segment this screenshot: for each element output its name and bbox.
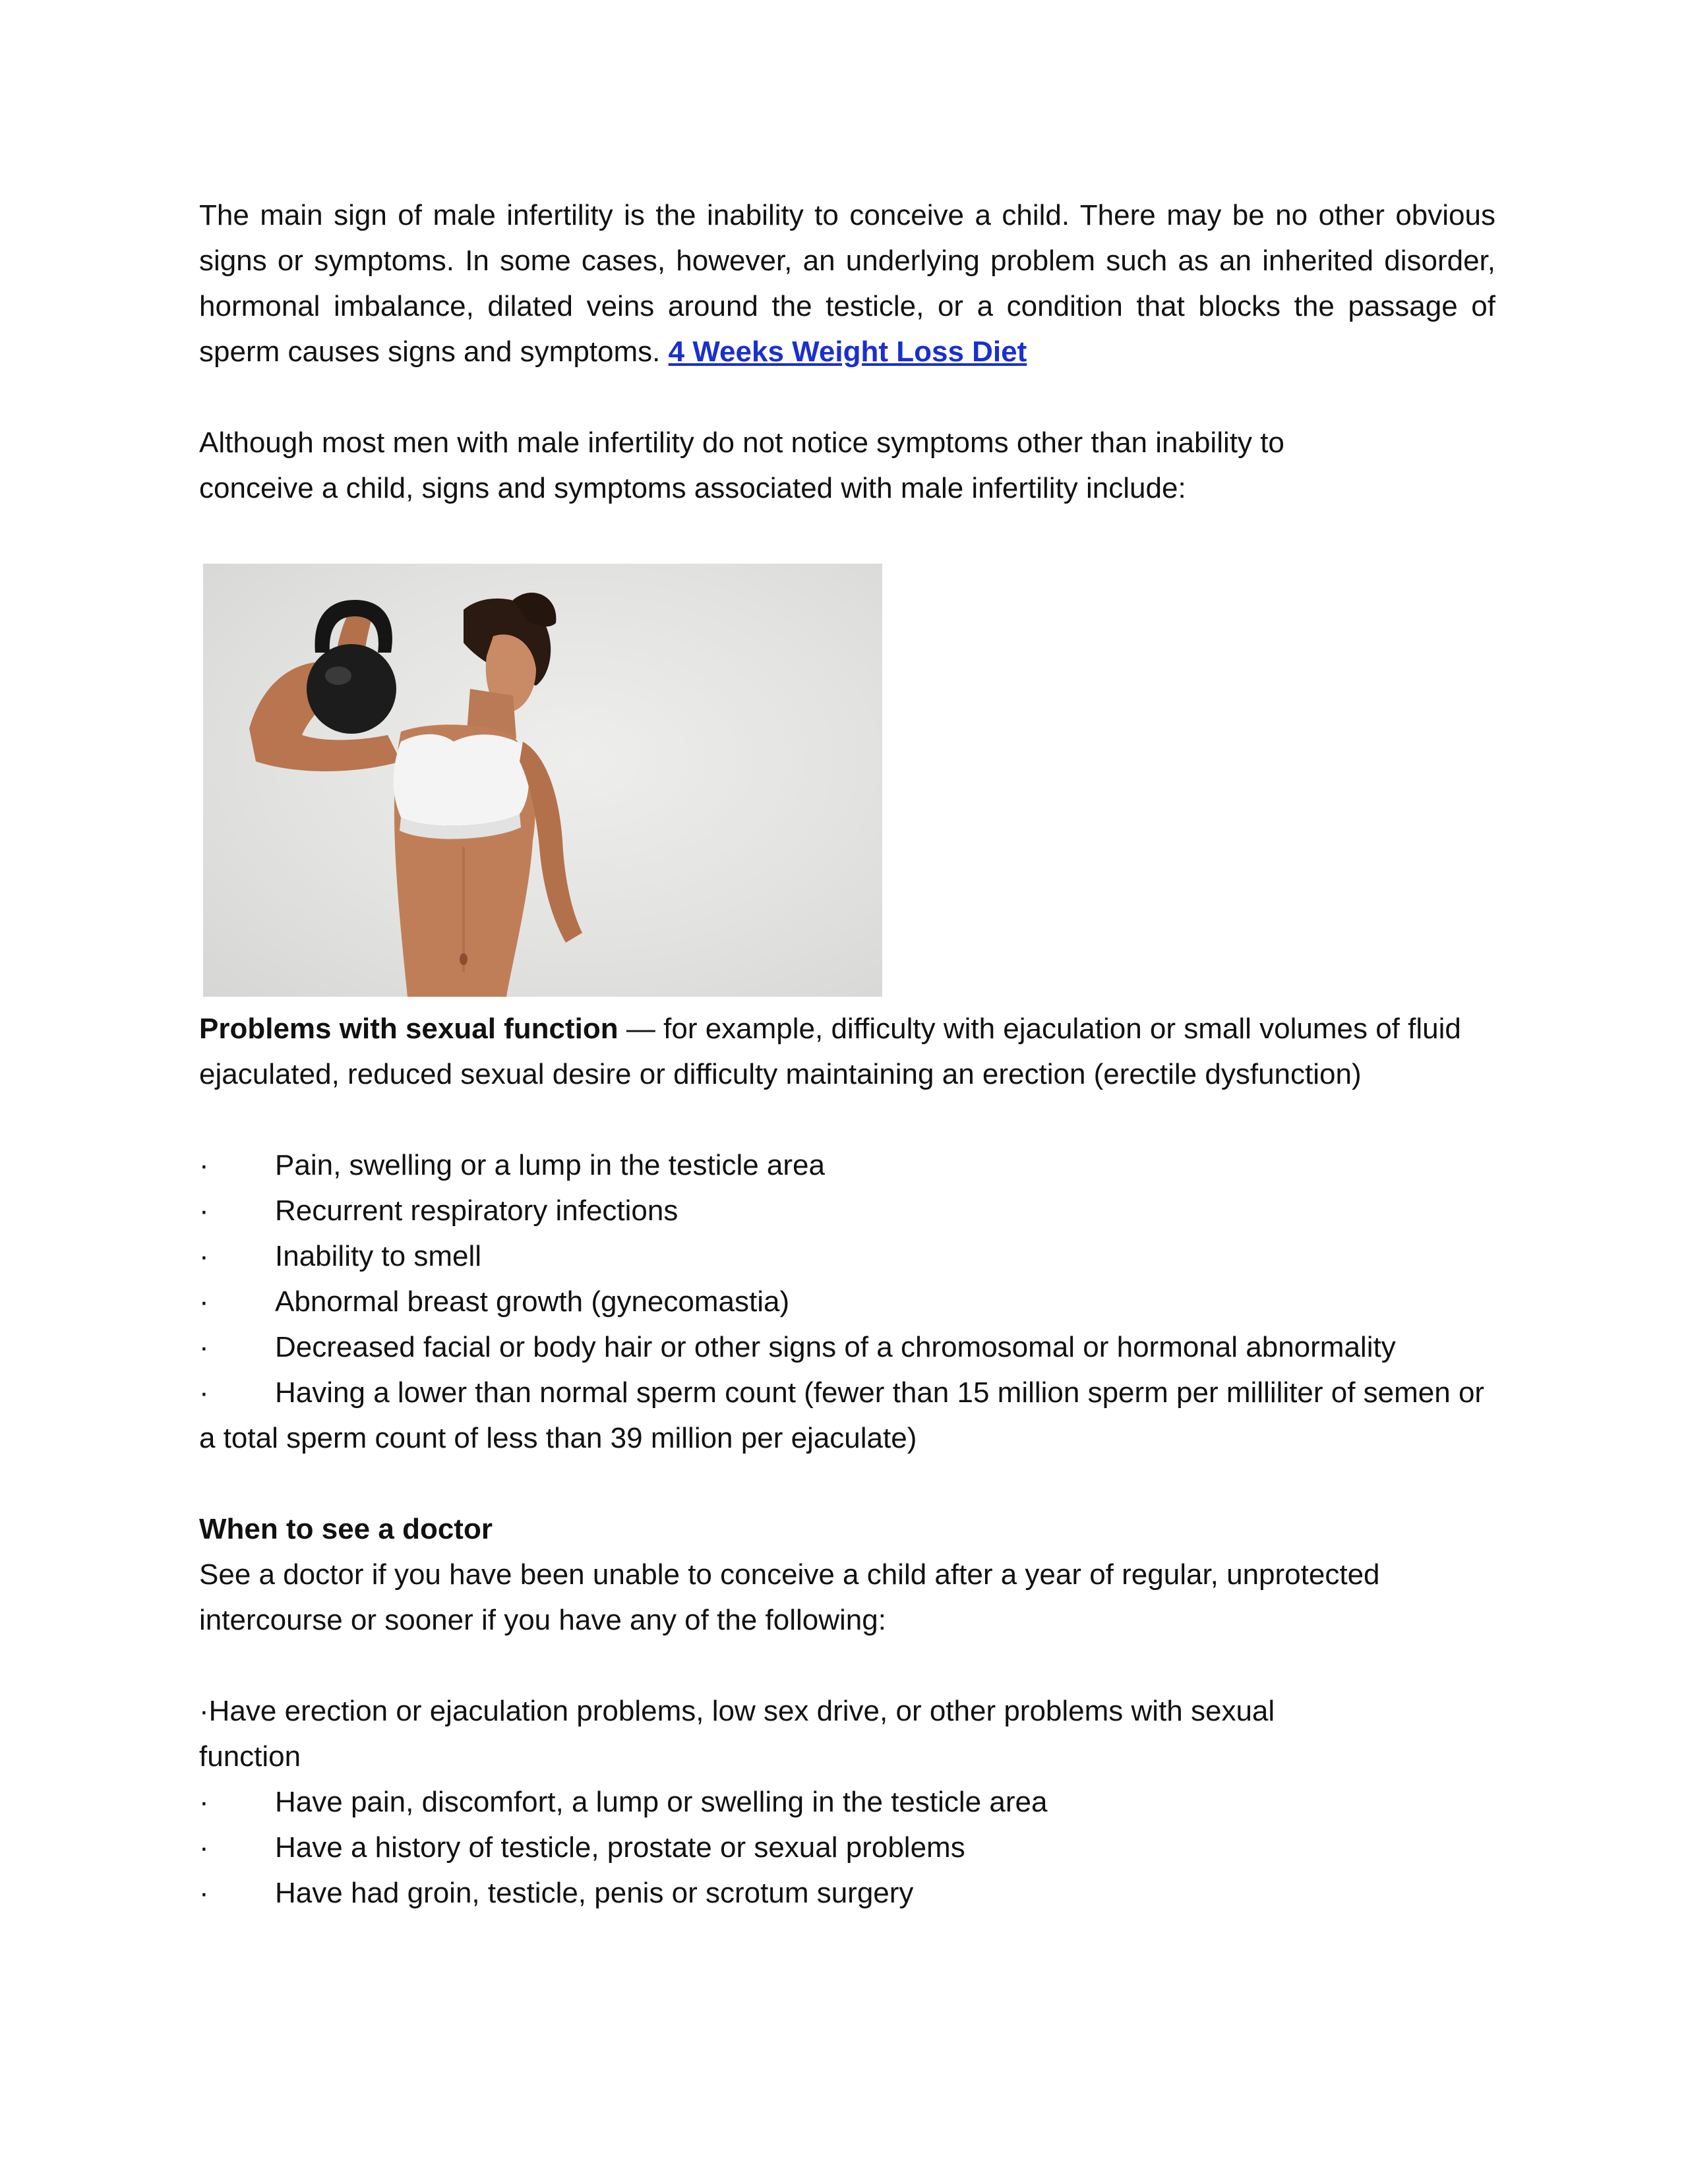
- spacer: [199, 1643, 1495, 1688]
- list-item: [199, 1142, 1495, 1188]
- spacer: [199, 1097, 1495, 1142]
- bullet-glyph: ·: [199, 1285, 209, 1318]
- bullet-glyph: ·: [199, 1786, 209, 1818]
- intro-text: The main sign of male infertility is the inability to conceive a child. There may be no other obvious signs or symptoms. In some cases, however, an underlying problem such as an inherited disorder, hormonal imbalance, dilated veins around the testicle, or a condition that blocks the passage of sperm causes signs and symptoms.: [199, 199, 1495, 368]
- list-item: [199, 1324, 1495, 1370]
- photo-illustration: [203, 564, 882, 997]
- doctor-item-text: Have a history of testicle, prostate or sexual problems: [275, 1831, 965, 1864]
- symptom-text: Abnormal breast growth (gynecomastia): [275, 1285, 790, 1318]
- doctor-item-text: Have pain, discomfort, a lump or swelling in the testicle area: [275, 1786, 1048, 1818]
- weight-loss-diet-link[interactable]: 4 Weeks Weight Loss Diet: [668, 336, 1027, 368]
- spacer: [199, 374, 1495, 420]
- bullet-glyph: ·: [199, 1240, 209, 1272]
- bullet-glyph: ·: [199, 1376, 209, 1409]
- list-item: [199, 1279, 1495, 1324]
- sperm-count-text: Having a lower than normal sperm count (fewer than 15 million sperm per milliliter of semen or a total sperm count of less than 39 million per ejaculate): [199, 1376, 1485, 1454]
- bullet-glyph: ·: [199, 1831, 209, 1864]
- document-page: [199, 192, 1495, 1916]
- bullet-glyph: ·: [199, 1149, 209, 1181]
- symptom-text: Pain, swelling or a lump in the testicle area: [275, 1149, 825, 1181]
- bullet-glyph: ·: [199, 1195, 209, 1227]
- spacer: [199, 1461, 1495, 1506]
- symptom-list: [199, 1142, 1495, 1461]
- doctor-item-text: Have had groin, testicle, penis or scrotum surgery: [275, 1877, 914, 1909]
- sexual-function-text: — for example, difficulty with ejaculation or small volumes of fluid ejaculated, reduced sexual desire or difficulty maintaining an erection (erectile dysfunction): [199, 1013, 1461, 1090]
- sexual-function-paragraph: [199, 1006, 1495, 1097]
- list-item: [199, 1188, 1495, 1233]
- list-item: [199, 1779, 1495, 1825]
- list-item: [199, 1870, 1495, 1916]
- symptoms-intro-paragraph: Although most men with male infertility do not notice symptoms other than inability to conceive a child, signs and symptoms associated with male infertility include:: [199, 427, 1284, 504]
- list-item: [199, 1825, 1495, 1870]
- symptom-text: Recurrent respiratory infections: [275, 1195, 678, 1227]
- intro-paragraph: [199, 192, 1495, 374]
- doctor-paragraph: See a doctor if you have been unable to conceive a child after a year of regular, unprotected intercourse or sooner if you have any of the following:: [199, 1558, 1380, 1636]
- bullet-glyph: ·: [199, 1331, 209, 1363]
- doctor-list: [199, 1779, 1495, 1916]
- sexual-function-heading: Problems with sexual function: [199, 1013, 618, 1045]
- symptom-text: Inability to smell: [275, 1240, 482, 1272]
- doctor-first-item: ·Have erection or ejaculation problems, low sex drive, or other problems with sexual function: [199, 1695, 1275, 1773]
- doctor-heading: When to see a doctor: [199, 1513, 493, 1545]
- list-item: [199, 1233, 1495, 1279]
- fitness-woman-kettlebell-photo: [203, 564, 882, 997]
- symptom-text: Decreased facial or body hair or other signs of a chromosomal or hormonal abnormality: [275, 1331, 1396, 1363]
- list-item: [199, 1370, 1495, 1461]
- bullet-glyph: ·: [199, 1877, 209, 1909]
